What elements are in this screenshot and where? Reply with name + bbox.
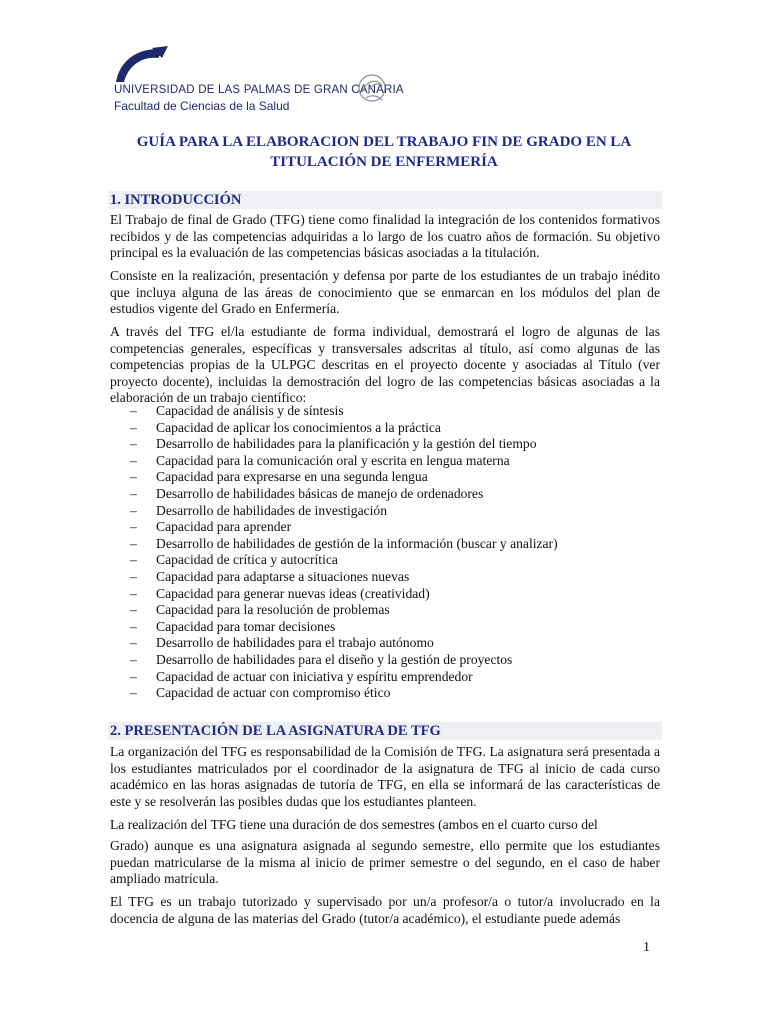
document-title bbox=[110, 132, 658, 172]
list-item-text: Desarrollo de habilidades para el diseño y la gestión de proyectos bbox=[156, 651, 513, 667]
list-item-text: Capacidad de crítica y autocrítica bbox=[156, 552, 338, 568]
list-item bbox=[130, 519, 670, 536]
list-dash: – bbox=[130, 485, 137, 501]
page-header bbox=[112, 44, 532, 114]
list-item bbox=[130, 469, 670, 486]
list-item bbox=[130, 453, 670, 470]
list-item-text: Capacidad de actuar con compromiso ético bbox=[156, 685, 391, 701]
list-item bbox=[130, 552, 670, 569]
university-name: UNIVERSIDAD DE LAS PALMAS DE GRAN CANARIA bbox=[114, 84, 404, 96]
paragraph: A través del TFG el/la estudiante de forma individual, demostrará el logro de algunas de las competencias generales, específicas y transversales adscritas al título, así como algunas de las competencias propias de la ULPGC descritas en el proyecto docente y asociadas al Título (ver proyecto docente), incluidas la demostración del logro de las competencias básicas asociadas a la elaboración de un trabajo científico: bbox=[110, 324, 660, 405]
list-dash: – bbox=[130, 535, 137, 551]
list-item bbox=[130, 436, 670, 453]
list-item-text: Desarrollo de habilidades de investigación bbox=[156, 502, 388, 518]
list-dash: – bbox=[130, 419, 137, 435]
paragraph: El Trabajo de final de Grado (TFG) tiene como finalidad la integración de los contenidos formativos recibidos y de las competencias adquiridas a lo largo de los cuatro años de formación. Su objetivo principal es la evaluación de las competencias básicas asociadas a la titulación. bbox=[110, 212, 660, 260]
list-item-text: Capacidad de actuar con iniciativa y espíritu emprendedor bbox=[156, 668, 473, 684]
list-item bbox=[130, 503, 670, 520]
list-dash: – bbox=[130, 602, 137, 618]
section-heading-introduccion bbox=[108, 191, 662, 209]
list-dash: – bbox=[130, 635, 137, 651]
list-item bbox=[130, 536, 670, 553]
list-dash: – bbox=[130, 552, 137, 568]
paragraph: Consiste en la realización, presentación y defensa por parte de los estudiantes de un trabajo inédito que incluya alguna de las áreas de conocimiento que se enmarcan en los módulos del plan de estudios vigente del Grado en Enfermería. bbox=[110, 268, 660, 316]
list-dash: – bbox=[130, 568, 137, 584]
list-item-text: Capacidad para la comunicación oral y escrita en lengua materna bbox=[156, 452, 510, 468]
faculty-emblem-icon bbox=[352, 70, 392, 106]
list-dash: – bbox=[130, 502, 137, 518]
list-dash: – bbox=[130, 403, 137, 418]
page-number: 1 bbox=[643, 940, 650, 955]
list-item bbox=[130, 685, 670, 702]
list-dash: – bbox=[130, 436, 137, 452]
list-item-text: Capacidad de aplicar los conocimientos a la práctica bbox=[156, 419, 441, 435]
list-item bbox=[130, 420, 670, 437]
list-dash: – bbox=[130, 685, 137, 701]
document-title-line-1: GUÍA PARA LA ELABORACION DEL TRABAJO FIN DE GRADO EN LA bbox=[136, 134, 632, 150]
list-item-text: Desarrollo de habilidades para la planificación y la gestión del tiempo bbox=[156, 436, 537, 452]
section-heading-text: 1. INTRODUCCIÓN bbox=[110, 192, 242, 208]
list-item bbox=[130, 669, 670, 686]
list-item bbox=[130, 403, 670, 420]
list-dash: – bbox=[130, 452, 137, 468]
list-dash: – bbox=[130, 585, 137, 601]
list-dash: – bbox=[130, 469, 137, 485]
list-item bbox=[130, 486, 670, 503]
competencies-list bbox=[130, 403, 670, 702]
list-dash: – bbox=[130, 519, 137, 535]
list-item-text: Desarrollo de habilidades básicas de manejo de ordenadores bbox=[156, 485, 484, 501]
list-item-text: Capacidad para expresarse en una segunda lengua bbox=[156, 469, 428, 485]
list-dash: – bbox=[130, 651, 137, 667]
list-item-text: Desarrollo de habilidades para el trabajo autónomo bbox=[156, 635, 434, 651]
paragraph: El TFG es un trabajo tutorizado y supervisado por un/a profesor/a o tutor/a involucrado en la docencia de alguna de las materias del Grado (tutor/a académico), el estudiante puede además bbox=[110, 894, 660, 926]
paragraph: Grado) aunque es una asignatura asignada al segundo semestre, ello permite que los estudiantes puedan matricularse de la misma al inicio de primer semestre o del segundo, en el caso de haber ampliado matrícula. bbox=[110, 838, 660, 886]
paragraph: La realización del TFG tiene una duración de dos semestres (ambos en el cuarto curso del bbox=[110, 817, 598, 832]
section-heading-presentacion bbox=[108, 722, 662, 740]
list-item-text: Desarrollo de habilidades de gestión de la información (buscar y analizar) bbox=[156, 535, 558, 551]
section-heading-text: 2. PRESENTACIÓN DE LA ASIGNATURA DE TFG bbox=[110, 723, 441, 739]
list-item bbox=[130, 619, 670, 636]
list-item-text: Capacidad para la resolución de problemas bbox=[156, 602, 390, 618]
list-item bbox=[130, 602, 670, 619]
list-dash: – bbox=[130, 668, 137, 684]
document-title-line-2: TITULACIÓN DE ENFERMERÍA bbox=[270, 154, 498, 170]
list-item-text: Capacidad para tomar decisiones bbox=[156, 618, 336, 634]
list-item bbox=[130, 569, 670, 586]
list-item-text: Capacidad de análisis y de síntesis bbox=[156, 403, 344, 418]
list-dash: – bbox=[130, 618, 137, 634]
list-item-text: Capacidad para generar nuevas ideas (creatividad) bbox=[156, 585, 430, 601]
ulpgc-arc-logo-icon bbox=[112, 44, 172, 84]
list-item bbox=[130, 652, 670, 669]
faculty-name: Facultad de Ciencias de la Salud bbox=[114, 99, 290, 113]
paragraph: La organización del TFG es responsabilidad de la Comisión de TFG. La asignatura será presentada a los estudiantes matriculados por el coordinador de la asignatura de TFG al inicio de cada curso académico en las horas asignadas de tutoría de TFG, en ella se informará de las características de este y se resolverán las posibles dudas que los estudiantes planteen. bbox=[110, 744, 660, 809]
list-item-text: Capacidad para aprender bbox=[156, 519, 292, 535]
list-item bbox=[130, 586, 670, 603]
list-item-text: Capacidad para adaptarse a situaciones nuevas bbox=[156, 568, 410, 584]
list-item bbox=[130, 635, 670, 652]
